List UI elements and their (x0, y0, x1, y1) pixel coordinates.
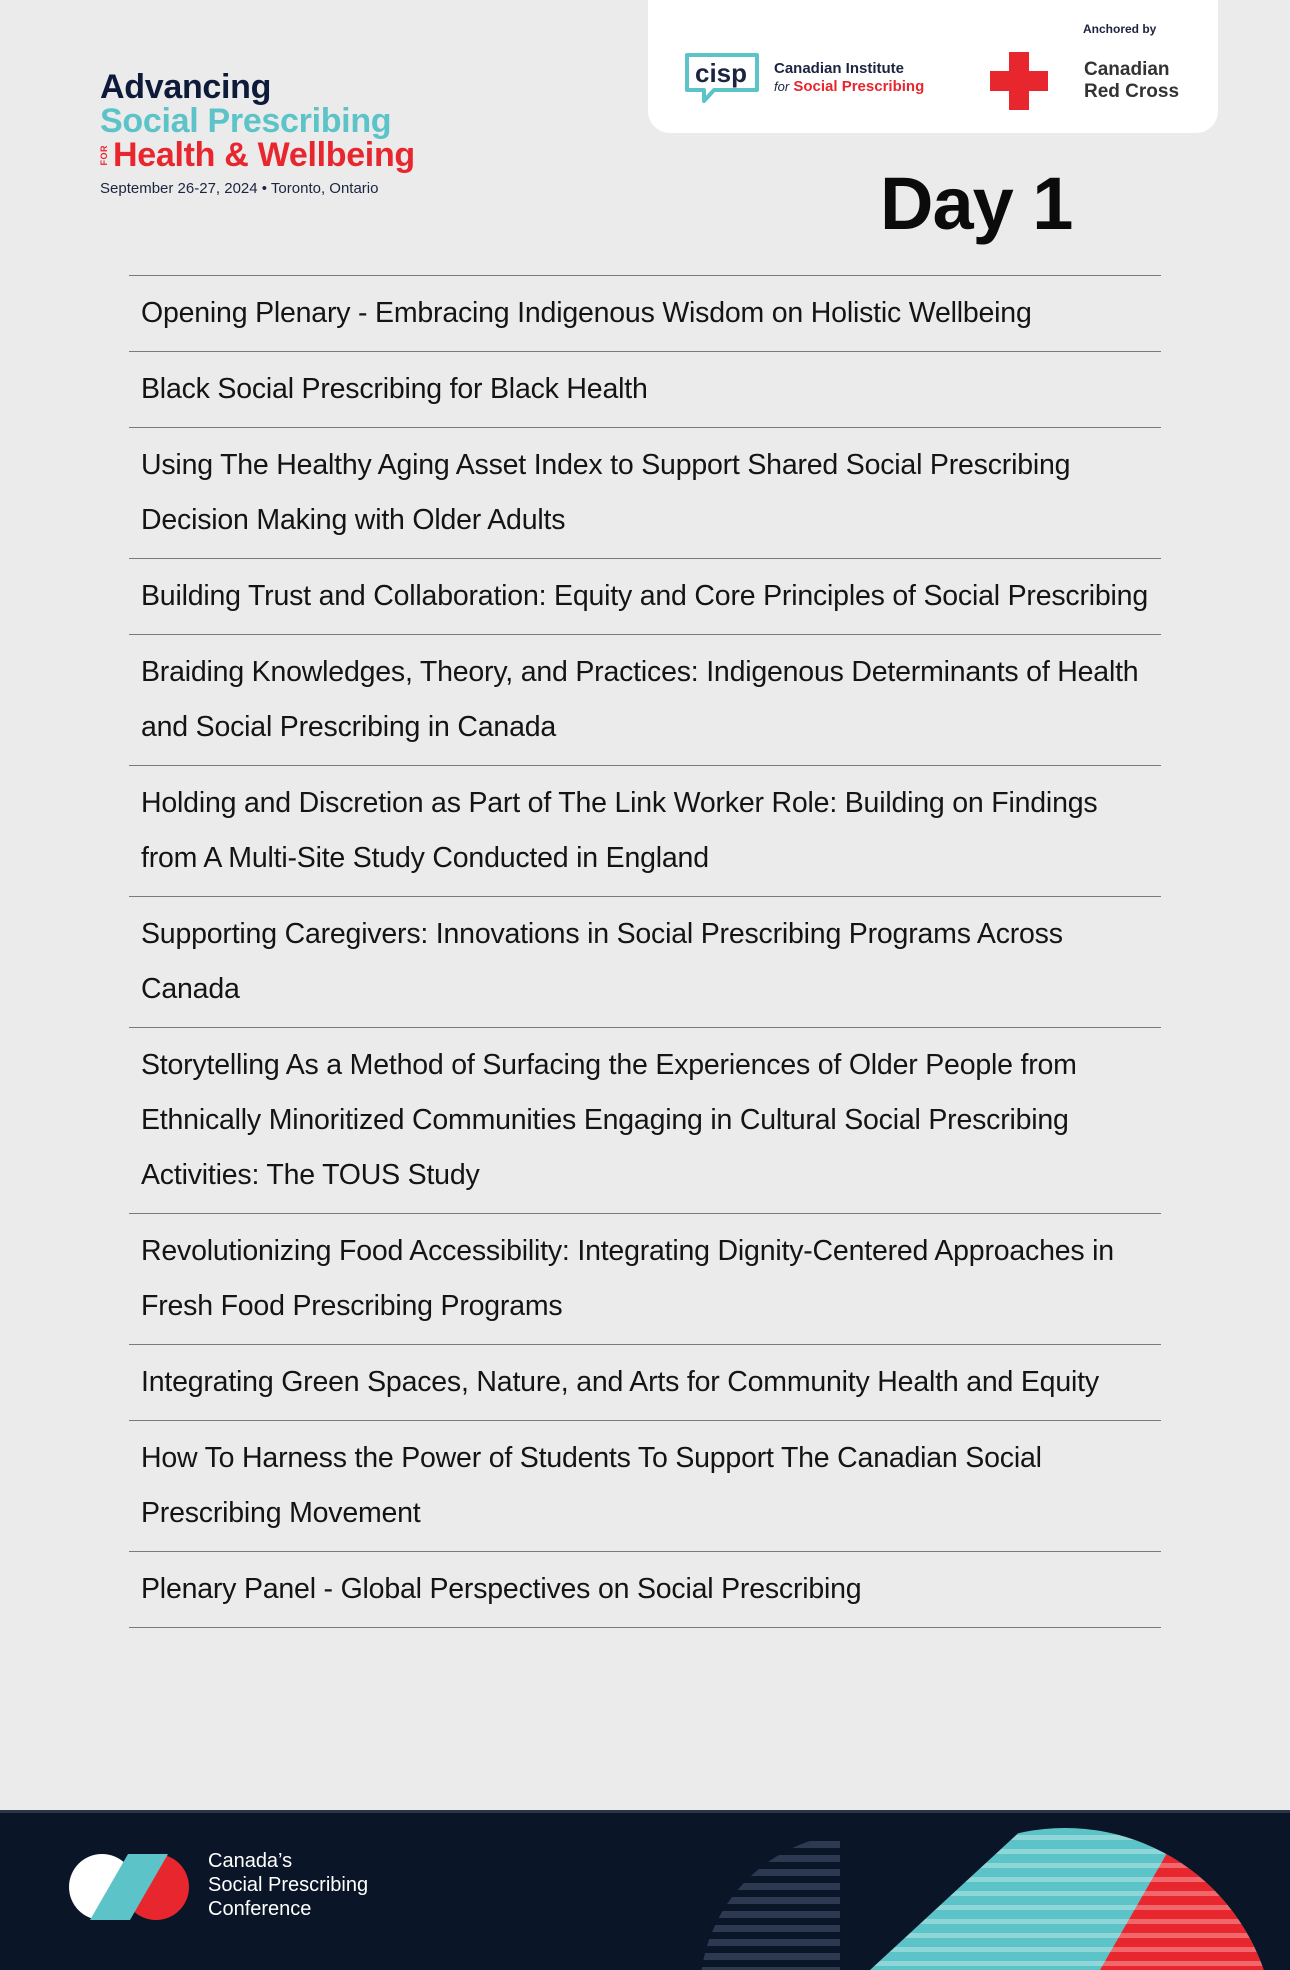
conference-logo-for-label: FOR (99, 144, 109, 166)
session-list (129, 275, 1161, 1628)
cisp-name-line2 (774, 78, 924, 96)
cisp-speech-bubble-icon (684, 52, 760, 104)
session-item: Plenary Panel - Global Perspectives on Social Prescribing (129, 1552, 1161, 1628)
session-item: Using The Healthy Aging Asset Index to Support Shared Social Prescribing Decision Making with Older Adults (129, 428, 1161, 559)
session-item: Supporting Caregivers: Innovations in Social Prescribing Programs Across Canada (129, 897, 1161, 1028)
cisp-mark-text: cisp (694, 58, 748, 88)
cisp-name-line1: Canadian Institute (774, 60, 905, 77)
conference-logo-health-text: Health & Wellbeing (113, 136, 415, 174)
red-cross-logo (990, 52, 1179, 110)
day-title: Day 1 (880, 162, 1073, 245)
cisp-for-text: for (774, 79, 790, 94)
conference-logo-line-social-prescribing: Social Prescribing (100, 102, 392, 140)
footer-line1: Canada’s (208, 1850, 293, 1872)
session-item: Opening Plenary - Embracing Indigenous Wisdom on Holistic Wellbeing (129, 276, 1161, 352)
session-item: Storytelling As a Method of Surfacing the Experiences of Older People from Ethnically Minoritized Communities Engaging in Cultural Social Prescribing Activities: The TOUS Study (129, 1028, 1161, 1214)
footer-line2: Social Prescribing (208, 1874, 369, 1896)
anchored-by-label: Anchored by (1083, 22, 1157, 36)
footer-line3: Conference (208, 1898, 312, 1920)
footer-decorative-graphic (660, 1813, 1290, 1970)
session-item: Braiding Knowledges, Theory, and Practices: Indigenous Determinants of Health and Social Prescribing in Canada (129, 635, 1161, 766)
conference-logo-line-health (100, 138, 500, 172)
red-cross-name (1084, 59, 1179, 103)
cisp-name (774, 60, 924, 96)
conference-dates: September 26-27, 2024 • Toronto, Ontario (100, 180, 379, 197)
conference-logo (100, 70, 500, 197)
red-cross-name-line2: Red Cross (1084, 81, 1180, 102)
cisp-social-prescribing-text: Social Prescribing (793, 78, 925, 95)
partner-logos-card (648, 0, 1218, 133)
conference-mark-icon (68, 1851, 190, 1923)
cisp-logo (684, 52, 924, 104)
session-item: Integrating Green Spaces, Nature, and Arts for Community Health and Equity (129, 1345, 1161, 1421)
footer-conference-name (208, 1849, 368, 1921)
conference-logo-line-advancing: Advancing (100, 68, 272, 106)
red-cross-icon (990, 52, 1048, 110)
session-item: Revolutionizing Food Accessibility: Integrating Dignity-Centered Approaches in Fresh Food Prescribing Programs (129, 1214, 1161, 1345)
session-item: Holding and Discretion as Part of The Link Worker Role: Building on Findings from A Multi-Site Study Conducted in England (129, 766, 1161, 897)
session-item: Building Trust and Collaboration: Equity and Core Principles of Social Prescribing (129, 559, 1161, 635)
footer (0, 1810, 1290, 1970)
session-item: How To Harness the Power of Students To Support The Canadian Social Prescribing Movement (129, 1421, 1161, 1552)
red-cross-name-line1: Canadian (1084, 59, 1170, 80)
session-item: Black Social Prescribing for Black Health (129, 352, 1161, 428)
